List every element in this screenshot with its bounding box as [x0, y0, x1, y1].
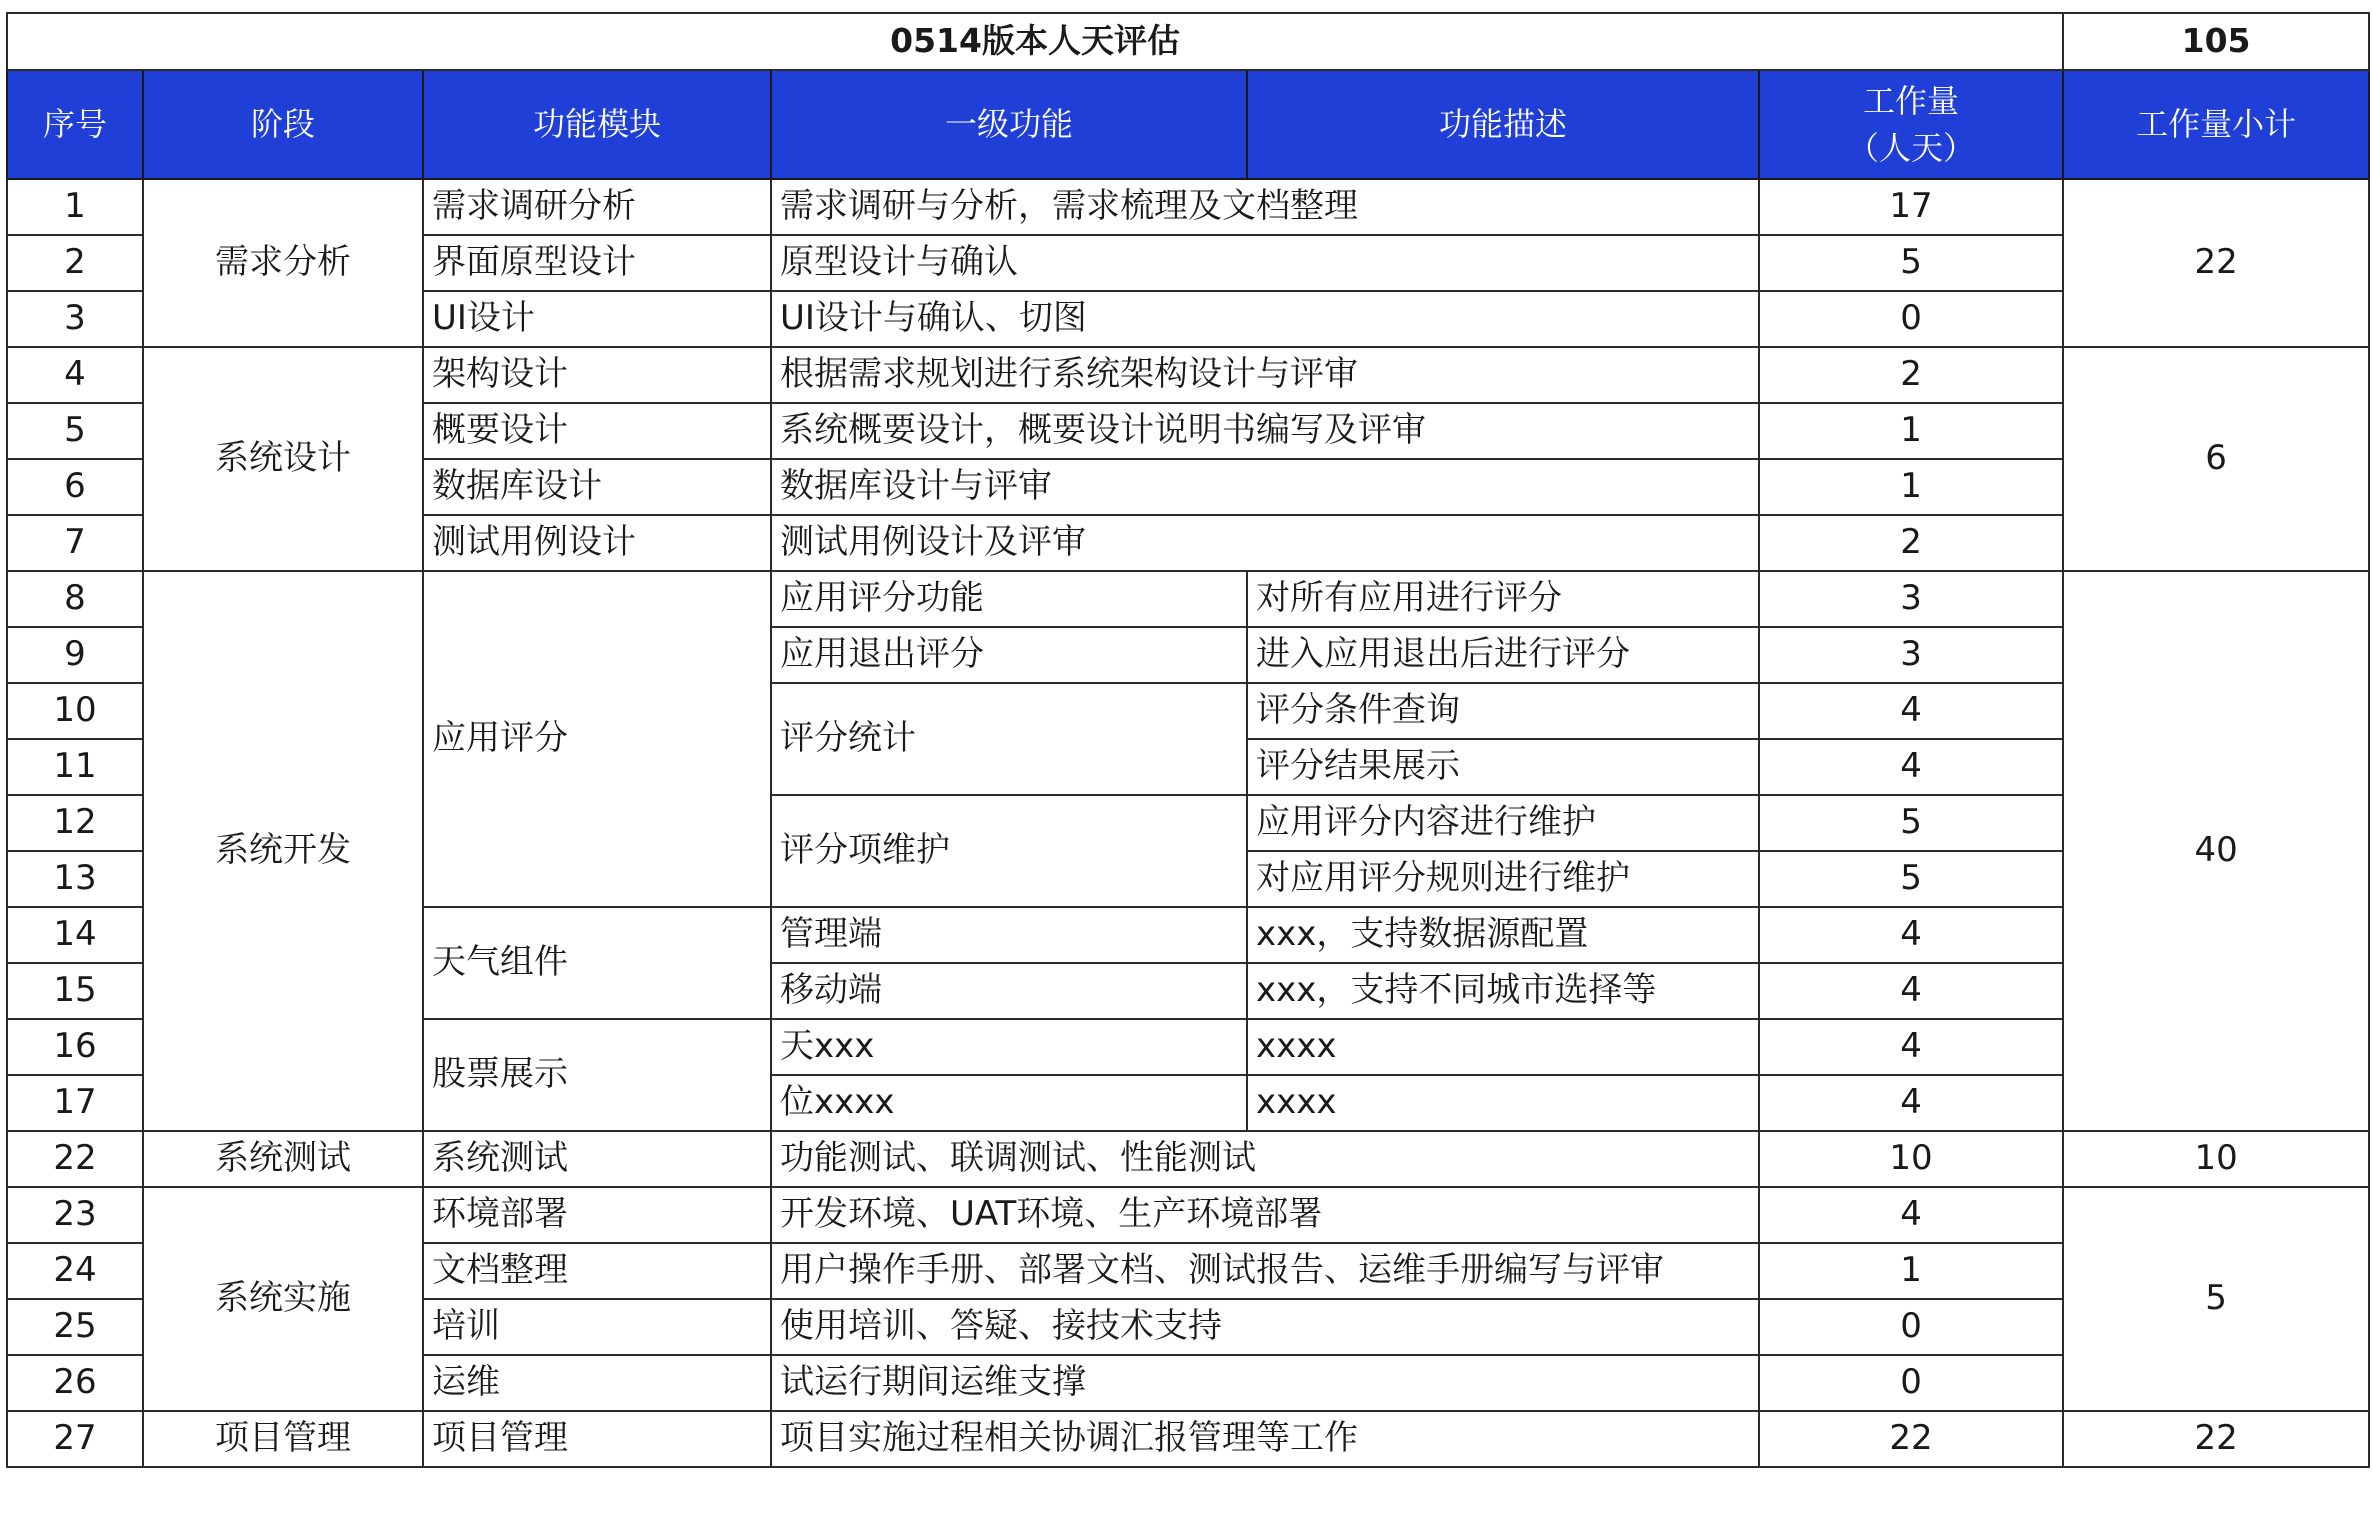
- stage-cell: 系统设计: [143, 347, 423, 571]
- desc-cell: 应用评分内容进行维护: [1247, 795, 1759, 851]
- workload-cell: 5: [1759, 851, 2063, 907]
- desc-cell: 对应用评分规则进行维护: [1247, 851, 1759, 907]
- table-title: 0514版本人天评估: [7, 13, 2063, 70]
- subtotal-cell: 6: [2063, 347, 2369, 571]
- level1-cell: 需求调研与分析，需求梳理及文档整理: [771, 179, 1759, 235]
- table-row: [7, 179, 2369, 235]
- seq-cell: 22: [7, 1131, 143, 1187]
- level1-cell: 评分项维护: [771, 795, 1247, 907]
- level1-cell: 使用培训、答疑、接技术支持: [771, 1299, 1759, 1355]
- table-row: [7, 1131, 2369, 1187]
- workload-cell: 4: [1759, 683, 2063, 739]
- module-cell: 系统测试: [423, 1131, 771, 1187]
- level1-cell: 根据需求规划进行系统架构设计与评审: [771, 347, 1759, 403]
- header-stage: 阶段: [143, 70, 423, 179]
- desc-cell: 进入应用退出后进行评分: [1247, 627, 1759, 683]
- seq-cell: 10: [7, 683, 143, 739]
- module-cell: 培训: [423, 1299, 771, 1355]
- workload-cell: 1: [1759, 1243, 2063, 1299]
- level1-cell: 测试用例设计及评审: [771, 515, 1759, 571]
- seq-cell: 3: [7, 291, 143, 347]
- stage-cell: 项目管理: [143, 1411, 423, 1467]
- seq-cell: 11: [7, 739, 143, 795]
- module-cell: 测试用例设计: [423, 515, 771, 571]
- seq-cell: 8: [7, 571, 143, 627]
- subtotal-cell: 22: [2063, 1411, 2369, 1467]
- workload-cell: 1: [1759, 403, 2063, 459]
- level1-cell: 天xxx: [771, 1019, 1247, 1075]
- module-cell: 运维: [423, 1355, 771, 1411]
- level1-cell: 位xxxx: [771, 1075, 1247, 1131]
- seq-cell: 7: [7, 515, 143, 571]
- workload-cell: 4: [1759, 907, 2063, 963]
- stage-cell: 需求分析: [143, 179, 423, 347]
- subtotal-cell: 22: [2063, 179, 2369, 347]
- header-subtotal: 工作量小计: [2063, 70, 2369, 179]
- workload-cell: 4: [1759, 1019, 2063, 1075]
- seq-cell: 2: [7, 235, 143, 291]
- level1-cell: 管理端: [771, 907, 1247, 963]
- module-cell: 天气组件: [423, 907, 771, 1019]
- seq-cell: 5: [7, 403, 143, 459]
- module-cell: 项目管理: [423, 1411, 771, 1467]
- seq-cell: 23: [7, 1187, 143, 1243]
- level1-cell: 应用退出评分: [771, 627, 1247, 683]
- desc-cell: 评分结果展示: [1247, 739, 1759, 795]
- level1-cell: 原型设计与确认: [771, 235, 1759, 291]
- desc-cell: xxxx: [1247, 1019, 1759, 1075]
- header-level1: 一级功能: [771, 70, 1247, 179]
- level1-cell: 数据库设计与评审: [771, 459, 1759, 515]
- level1-cell: 开发环境、UAT环境、生产环境部署: [771, 1187, 1759, 1243]
- header-module: 功能模块: [423, 70, 771, 179]
- desc-cell: xxxx: [1247, 1075, 1759, 1131]
- desc-cell: xxx，支持数据源配置: [1247, 907, 1759, 963]
- seq-cell: 14: [7, 907, 143, 963]
- workload-cell: 0: [1759, 291, 2063, 347]
- workload-cell: 2: [1759, 347, 2063, 403]
- module-cell: 股票展示: [423, 1019, 771, 1131]
- table-row: [7, 1187, 2369, 1243]
- level1-cell: 项目实施过程相关协调汇报管理等工作: [771, 1411, 1759, 1467]
- table-row: [7, 347, 2369, 403]
- module-cell: 界面原型设计: [423, 235, 771, 291]
- level1-cell: UI设计与确认、切图: [771, 291, 1759, 347]
- stage-cell: 系统开发: [143, 571, 423, 1131]
- seq-cell: 24: [7, 1243, 143, 1299]
- seq-cell: 25: [7, 1299, 143, 1355]
- seq-cell: 17: [7, 1075, 143, 1131]
- module-cell: 应用评分: [423, 571, 771, 907]
- seq-cell: 4: [7, 347, 143, 403]
- workload-cell: 5: [1759, 235, 2063, 291]
- stage-cell: 系统实施: [143, 1187, 423, 1411]
- seq-cell: 13: [7, 851, 143, 907]
- module-cell: 概要设计: [423, 403, 771, 459]
- stage-cell: 系统测试: [143, 1131, 423, 1187]
- header-seq: 序号: [7, 70, 143, 179]
- workload-cell: 0: [1759, 1299, 2063, 1355]
- estimation-table: [6, 12, 2370, 1468]
- seq-cell: 16: [7, 1019, 143, 1075]
- grand-total: 105: [2063, 13, 2369, 70]
- seq-cell: 1: [7, 179, 143, 235]
- desc-cell: 评分条件查询: [1247, 683, 1759, 739]
- workload-cell: 10: [1759, 1131, 2063, 1187]
- seq-cell: 15: [7, 963, 143, 1019]
- module-cell: 需求调研分析: [423, 179, 771, 235]
- desc-cell: xxx，支持不同城市选择等: [1247, 963, 1759, 1019]
- module-cell: 数据库设计: [423, 459, 771, 515]
- level1-cell: 功能测试、联调测试、性能测试: [771, 1131, 1759, 1187]
- workload-cell: 17: [1759, 179, 2063, 235]
- header-row: [7, 70, 2369, 179]
- module-cell: UI设计: [423, 291, 771, 347]
- subtotal-cell: 10: [2063, 1131, 2369, 1187]
- level1-cell: 评分统计: [771, 683, 1247, 795]
- seq-cell: 6: [7, 459, 143, 515]
- workload-cell: 4: [1759, 739, 2063, 795]
- level1-cell: 系统概要设计，概要设计说明书编写及评审: [771, 403, 1759, 459]
- subtotal-cell: 40: [2063, 571, 2369, 1131]
- workload-cell: 1: [1759, 459, 2063, 515]
- seq-cell: 12: [7, 795, 143, 851]
- desc-cell: 对所有应用进行评分: [1247, 571, 1759, 627]
- header-desc: 功能描述: [1247, 70, 1759, 179]
- workload-cell: 3: [1759, 627, 2063, 683]
- table-row: [7, 571, 2369, 627]
- header-workload-line1: 工作量: [1863, 82, 1960, 121]
- workload-cell: 4: [1759, 1187, 2063, 1243]
- seq-cell: 26: [7, 1355, 143, 1411]
- header-workload-line2: （人天）: [1847, 128, 1976, 167]
- workload-cell: 2: [1759, 515, 2063, 571]
- title-row: [7, 13, 2369, 70]
- workload-cell: 5: [1759, 795, 2063, 851]
- seq-cell: 9: [7, 627, 143, 683]
- module-cell: 环境部署: [423, 1187, 771, 1243]
- level1-cell: 移动端: [771, 963, 1247, 1019]
- subtotal-cell: 5: [2063, 1187, 2369, 1411]
- workload-cell: 3: [1759, 571, 2063, 627]
- workload-cell: 22: [1759, 1411, 2063, 1467]
- header-workload: [1759, 70, 2063, 179]
- level1-cell: 用户操作手册、部署文档、测试报告、运维手册编写与评审: [771, 1243, 1759, 1299]
- module-cell: 文档整理: [423, 1243, 771, 1299]
- workload-cell: 0: [1759, 1355, 2063, 1411]
- workload-cell: 4: [1759, 963, 2063, 1019]
- level1-cell: 应用评分功能: [771, 571, 1247, 627]
- level1-cell: 试运行期间运维支撑: [771, 1355, 1759, 1411]
- module-cell: 架构设计: [423, 347, 771, 403]
- seq-cell: 27: [7, 1411, 143, 1467]
- table-row: [7, 1411, 2369, 1467]
- workload-cell: 4: [1759, 1075, 2063, 1131]
